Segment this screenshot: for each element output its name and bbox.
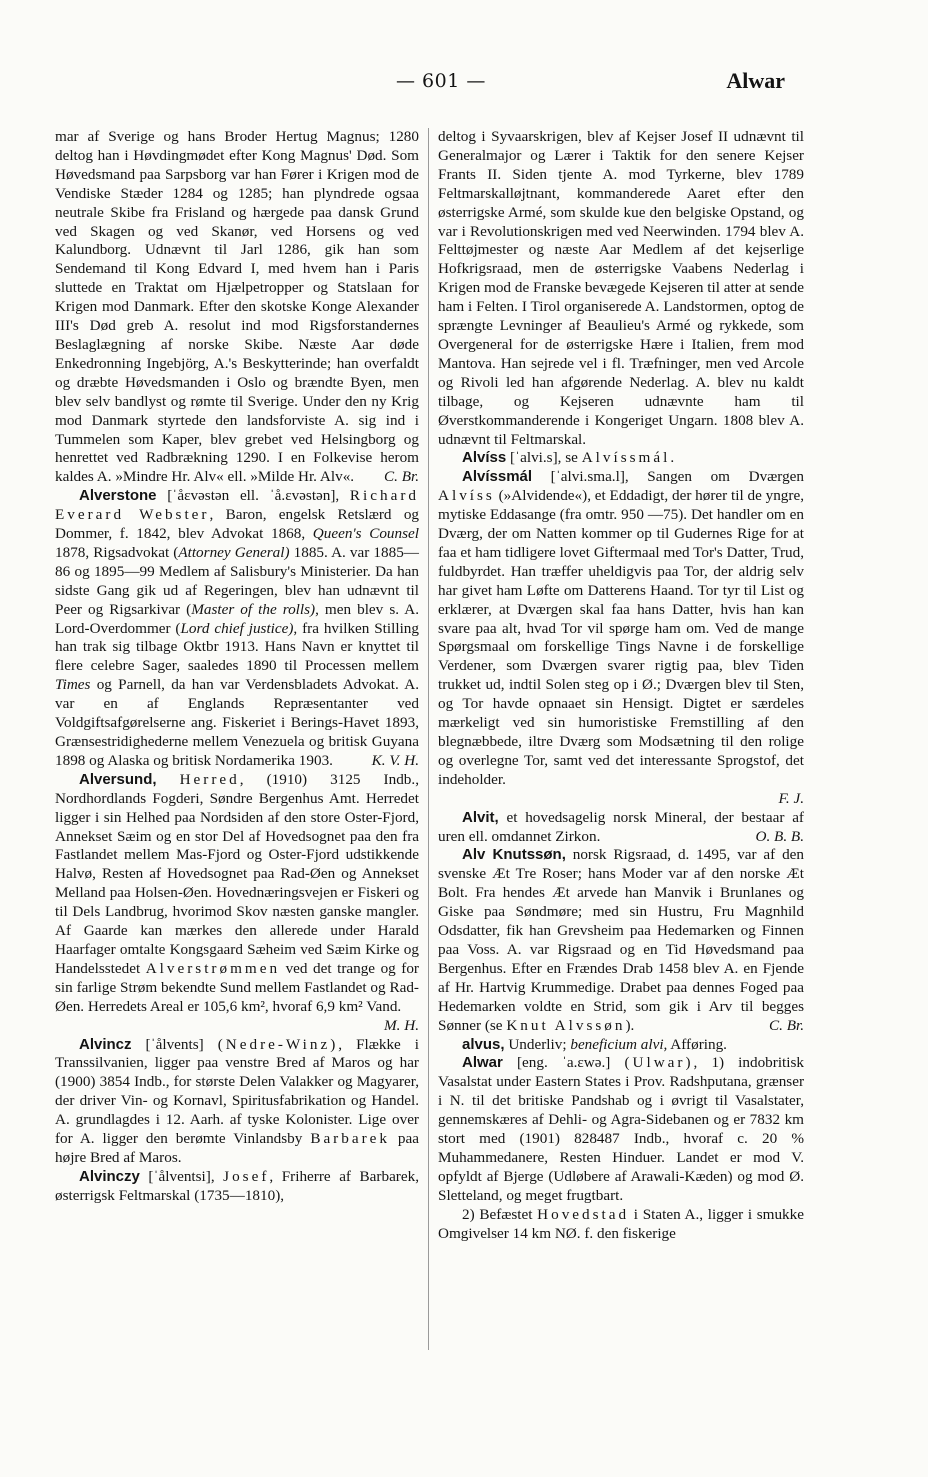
entry-alv-continuation [55, 128, 419, 487]
entry-text: ved det trange og for sin farlige Strøm bekendte Sund mellem Fastlandet og Rad-Øen. Herredets Areal er 105,6 km², hvoraf 6,9 km² Vand. [55, 959, 419, 1015]
pronunciation: [ˈålventsi], [148, 1167, 215, 1185]
spaced-term: Hovedstad [537, 1205, 630, 1223]
entry-alvit [438, 809, 804, 847]
entry-alvincz [55, 1036, 419, 1168]
entry-text: mar af Sverige og hans Broder Hertug Magnus; 1280 deltog han i Høvdingmødet efter Kong Magnus' Død. Som Høvedsmand paa Sarpsborg var han Fører i Krigen mod de Vendiske Stæder 1284 og 1285; han plyndrede ogsaa neutrale Skibe fra Frisland og hærgede paa dansk Grund ved Skagen og ved Skanør, ved Horsens og ved Kalundborg. Udnævnt til Jarl 1286, gik han som Sendemand til Kong Edvard I, med hvem han i Paris sluttede en Traktat om Hjælpetropper og Statslaan for Krigen mod Danmark. Efter den skotske Konge Alexander III's Død greb A. resolut ind mod Rigsforstandernes Beslaglægning af norske Skibe. Næste Aar døde Enkedronning Ingebjörg, A.'s Beskytterinde; han overfaldt og dræbte Høvedsmanden i Oslo og brændte Byen, men blev selv bandlyst og rømte til Sverige. Under den ny Krig mod Danmark styrtede den landsforviste A. sig ind i Tummelen som Kaper, blev grebet ved Helsingborg og henrettet ved Radbrækning 1290. I en Folkevise herom kaldes A. »Mindre Hr. Alv« ell. »Milde Hr. Alv«. [55, 128, 419, 486]
alt-name: (Ulwar) [624, 1054, 694, 1072]
italic-term: Master of the rolls) [191, 600, 316, 618]
page-number: — 601 — [396, 70, 486, 92]
entry-alvinczy [55, 1168, 419, 1206]
entry-text: 1878, Rigsadvokat ( [55, 543, 179, 561]
pronunciation: [ˈåɛvəstən ell. ˈå.ɛvəstən], [167, 487, 340, 505]
pronunciation: [ˈalvi.s], [510, 449, 562, 467]
headword: Alvit, [462, 808, 499, 826]
entry-text: 1885. A. var 1885—86 og 1895—99 Medlem af Salisbury's Ministerier. Da han sidste Gang gik ud af Regeringen, blev han udnævnt til Peer og Rigsarkivar ( [55, 543, 419, 618]
person-name: Alvíss [438, 487, 495, 505]
pronunciation: [ˈalvi.sma.l], [550, 468, 629, 486]
italic-term: Times [55, 676, 91, 694]
entry-text: 2) Befæstet [462, 1205, 538, 1223]
entry-text: . [670, 449, 675, 467]
person-name: Josef [223, 1167, 270, 1185]
italic-term: Lord chief justice) [180, 619, 294, 637]
alt-name: (Nedre-Winz) [217, 1035, 339, 1053]
cross-reference: Alvíssmál [581, 449, 671, 467]
entry-text: deltog i Syvaarskrigen, blev af Kejser Josef II udnævnt til Generalmajor og Lærer i Taktik for den senere Kejser Frants II. Siden tjente A. mod Tyrkerne, blev 1789 Feltmarskalløjtnant, kommanderede Aaret efter den østerrigske Armé, som skulde kue den belgiske Opstand, og var i Revolutionskrigen med ved Neerwinden. 1794 blev A. Felttøjmester og næste Aar Medlem af det kejserlige Hofkrigsraad, men de østerrigske Vaabens Nederlag i Krigen mod de Franske bevægede Kejseren til atter at sende ham i Felten. I Tirol organiserede A. Landstormen, optog de sprængte Levninger af Beaulieu's Armé og rykkede, som Overgeneral for de østerrigske Hære i Italien, frem mod Mantova. Han sejrede vel i fl. Træfninger, men ved Arcole og Rivoli led han afgørende Nederlag. A. blev nu kaldt tilbage, og Kejseren udnævnte ham til Øverstkommanderende i Kongeriget Ungarn. 1808 blev A. udnævnt til Feltmarskal. [438, 128, 804, 448]
pronunciation: [ˈålvents] [145, 1035, 204, 1053]
entry-alviss [438, 449, 804, 468]
column-divider [428, 128, 429, 1350]
author-signature: M. H. [383, 1016, 419, 1034]
entry-alvinczy-continuation [438, 128, 804, 449]
running-head: Alwar [726, 68, 785, 93]
headword: Alvíss [462, 449, 507, 467]
entry-text: , (1910) 3125 Indb., Nordhordlands Fogderi, Søndre Bergenhus Amt. Herredet ligger i sin Helhed paa Nordsiden af den store Oster-Fjord, Annekset Sæim og en stor Del af Hovedsognet paa den fra Fastlandet mellem Mas-Fjord og Oster-Fjord udstikkende Halvø, Resten af Hovedsognet paa Rad-Øen og Annekset Melland paa Holsen-Øen. Hovednæringsvejen er Fiskeri og til Dels Landbrug, hvorimod Skov næsten ganske mangler. Af Gaarde kan mærkes den allerede under Harald Haarfager omtalte Kongsgaard Sæheim ved Sæim Kirke og Handelsstedet [55, 770, 419, 977]
headword: Alvíssmál [462, 468, 533, 486]
entry-alv-knutssoen [438, 846, 804, 1035]
entry-text: , men blev s. A. Lord-Overdommer ( [55, 600, 419, 637]
entry-alvus [438, 1036, 804, 1055]
entry-text: , fra hvilken Stilling han trak sig tilbage Oktbr 1913. Hans Navn er knyttet til flere celebre Sager, saaledes 1890 til Processen mellem [55, 619, 419, 675]
author-signature: F. J. [778, 789, 804, 807]
author-signature: C. Br. [383, 468, 419, 486]
entry-text: norsk Rigsraad, d. 1495, var af den svenske Æt Tre Roser; hans Moder var af den norske Æt Bolt. Fra hendes Æt arvede han Manvik i Brunlanes og Giske paa Søndmøre; med sin Hustru, Fru Magnhild Odsdatter, fik han Grevsheim paa Hedemarken og Finnen paa Voss. A. var Rigsraad og en Tid Høvedsmand paa Bergenhus. Efter en Frændes Drab 1458 blev A. en Fjende af Hr. Hartvig Krummedige. Drabet paa dennes Foged paa Hedemarken voldte en Strid, som gik i Arv til begges Sønner (se [438, 846, 804, 1034]
headword: Alvinczy [79, 1167, 140, 1185]
entry-text: paa højre Bred af Maros. [55, 1130, 419, 1166]
italic-term: Attorney General) [178, 543, 290, 561]
italic-term: Queen's Counsel [312, 525, 419, 543]
right-column [438, 128, 804, 1243]
entry-alwar [438, 1054, 804, 1205]
entry-text: , Flække i Transsilvanien, ligger paa venstre Bred af Maros og har (1900) 3854 Indb., for største Delen Valakker og Magyarer, der driver Vin- og Kornavl, Spiritusfabrikation og Handel. A. grundlagdes i 12. Aarh. af tyske Kolonister. Lige over for A. ligger den berømte Vinlandsby [55, 1035, 420, 1148]
entry-alverstone [55, 487, 419, 771]
headword: Alvincz [79, 1035, 132, 1053]
entry-text: i Staten A., ligger i smukke Omgivelser 14 km NØ. f. den fiskerige [438, 1205, 804, 1242]
entry-text: , Baron, engelsk Retslærd og Dommer, f. 1842, blev Advokat 1868, [55, 506, 420, 543]
entry-text: Sangen om Dværgen [628, 468, 805, 486]
headword: Alv Knutssøn, [462, 846, 566, 864]
left-column [55, 128, 419, 1206]
headword: alvus, [462, 1035, 505, 1053]
entry-text: , Friherre af Barbarek, østerrigsk Feltmarskal (1735—1810), [55, 1167, 419, 1204]
entry-alwar-2 [438, 1206, 804, 1244]
entry-text: og Parnell, da han var Verdensbladets Advokat. A. var en af Englands Repræsentanter ved Voldgiftsafgørelserne ang. Fiskeriet i Berings-Havet 1893, Grænsestridighederne mellem Venezuela og britisk Guyana 1898 og Alaska og britisk Nordamerika 1903. [55, 676, 419, 769]
pronunciation: [eng. ˈa.ɛwə.] [516, 1054, 611, 1072]
cross-reference: Knut Alvssøn [506, 1016, 626, 1034]
author-signature: C. Br. [768, 1016, 804, 1034]
entry-text: ). [625, 1016, 635, 1034]
entry-alvissmal [438, 468, 804, 789]
spaced-term: Herred [179, 770, 240, 788]
headword: Alverstone [79, 487, 157, 505]
author-signature: O. B. B. [755, 827, 804, 845]
place-name: Alverstrømmen [145, 959, 281, 977]
place-name: Barbarek [310, 1130, 390, 1148]
entry-text: Afføring. [667, 1035, 727, 1053]
headword: Alwar [462, 1054, 503, 1072]
entry-text: , 1) indobritisk Vasalstat under Eastern States i Prov. Radshputana, grænser i N. til det britiske Pandshab og i øvrigt til Vasalstater, gennemskæres af Dehli- og Agra-Sidebanen og er 7832 km stort med (1901) 828487 Indb., hvoraf c. 20 % Muhammedanere, Resten Hinduer. Landet er mod V. opfyldt af Bjerge (Udløbere af Arawali-Kæden) og mod Ø. Sletteland, og meget frugtbart. [438, 1054, 804, 1204]
headword: Alversund, [79, 770, 157, 788]
entry-text: Underliv; [504, 1035, 571, 1053]
italic-term: beneficium alvi, [570, 1035, 668, 1053]
entry-text: se [561, 449, 582, 467]
person-name: Richard Everard Webster [55, 487, 419, 524]
entry-text: et hovedsagelig norsk Mineral, der bestaar af uren ell. omdannet Zirkon. [438, 808, 804, 845]
entry-alversund [55, 771, 419, 1036]
entry-text: (»Alvidende«), et Eddadigt, der hører til de yngre, mytiske Eddasange (fra omtr. 950 —75). Det handler om en Dværg, der om Natten kommer op til Gudernes Rige for at faa et ham tidligere lovet Giftermaal med Tor's Datter, Trud, fuldbyrdet. Han træffer uheldigvis paa Tor, der aldrig selv har givet ham Løfte om Datterens Haand. Tor tyr til List og erklærer, at Dværgen skal faa hans Datter, hvis han kan svare paa alt, hvad Tor vil spørge ham om. Ved de mange Spørgsmaal om forskellige Tings Navne i de forskellige Verdener, som Dværgen svarer rigtig paa, blev Tiden trukket ud, indtil Solen steg op i Ø.; Dværgen blev til Sten, og Tor havde opnaaet sin Hensigt. Digtet er særdeles mærkeligt ved sin humoristiske Fremstilling af den blegnæbbede, iltre Dværg som Modsætning til den rolige og overlegne Tor, samt ved det interessante Sprogstof, det indeholder. [438, 487, 804, 788]
author-signature: K. V. H. [371, 751, 419, 769]
